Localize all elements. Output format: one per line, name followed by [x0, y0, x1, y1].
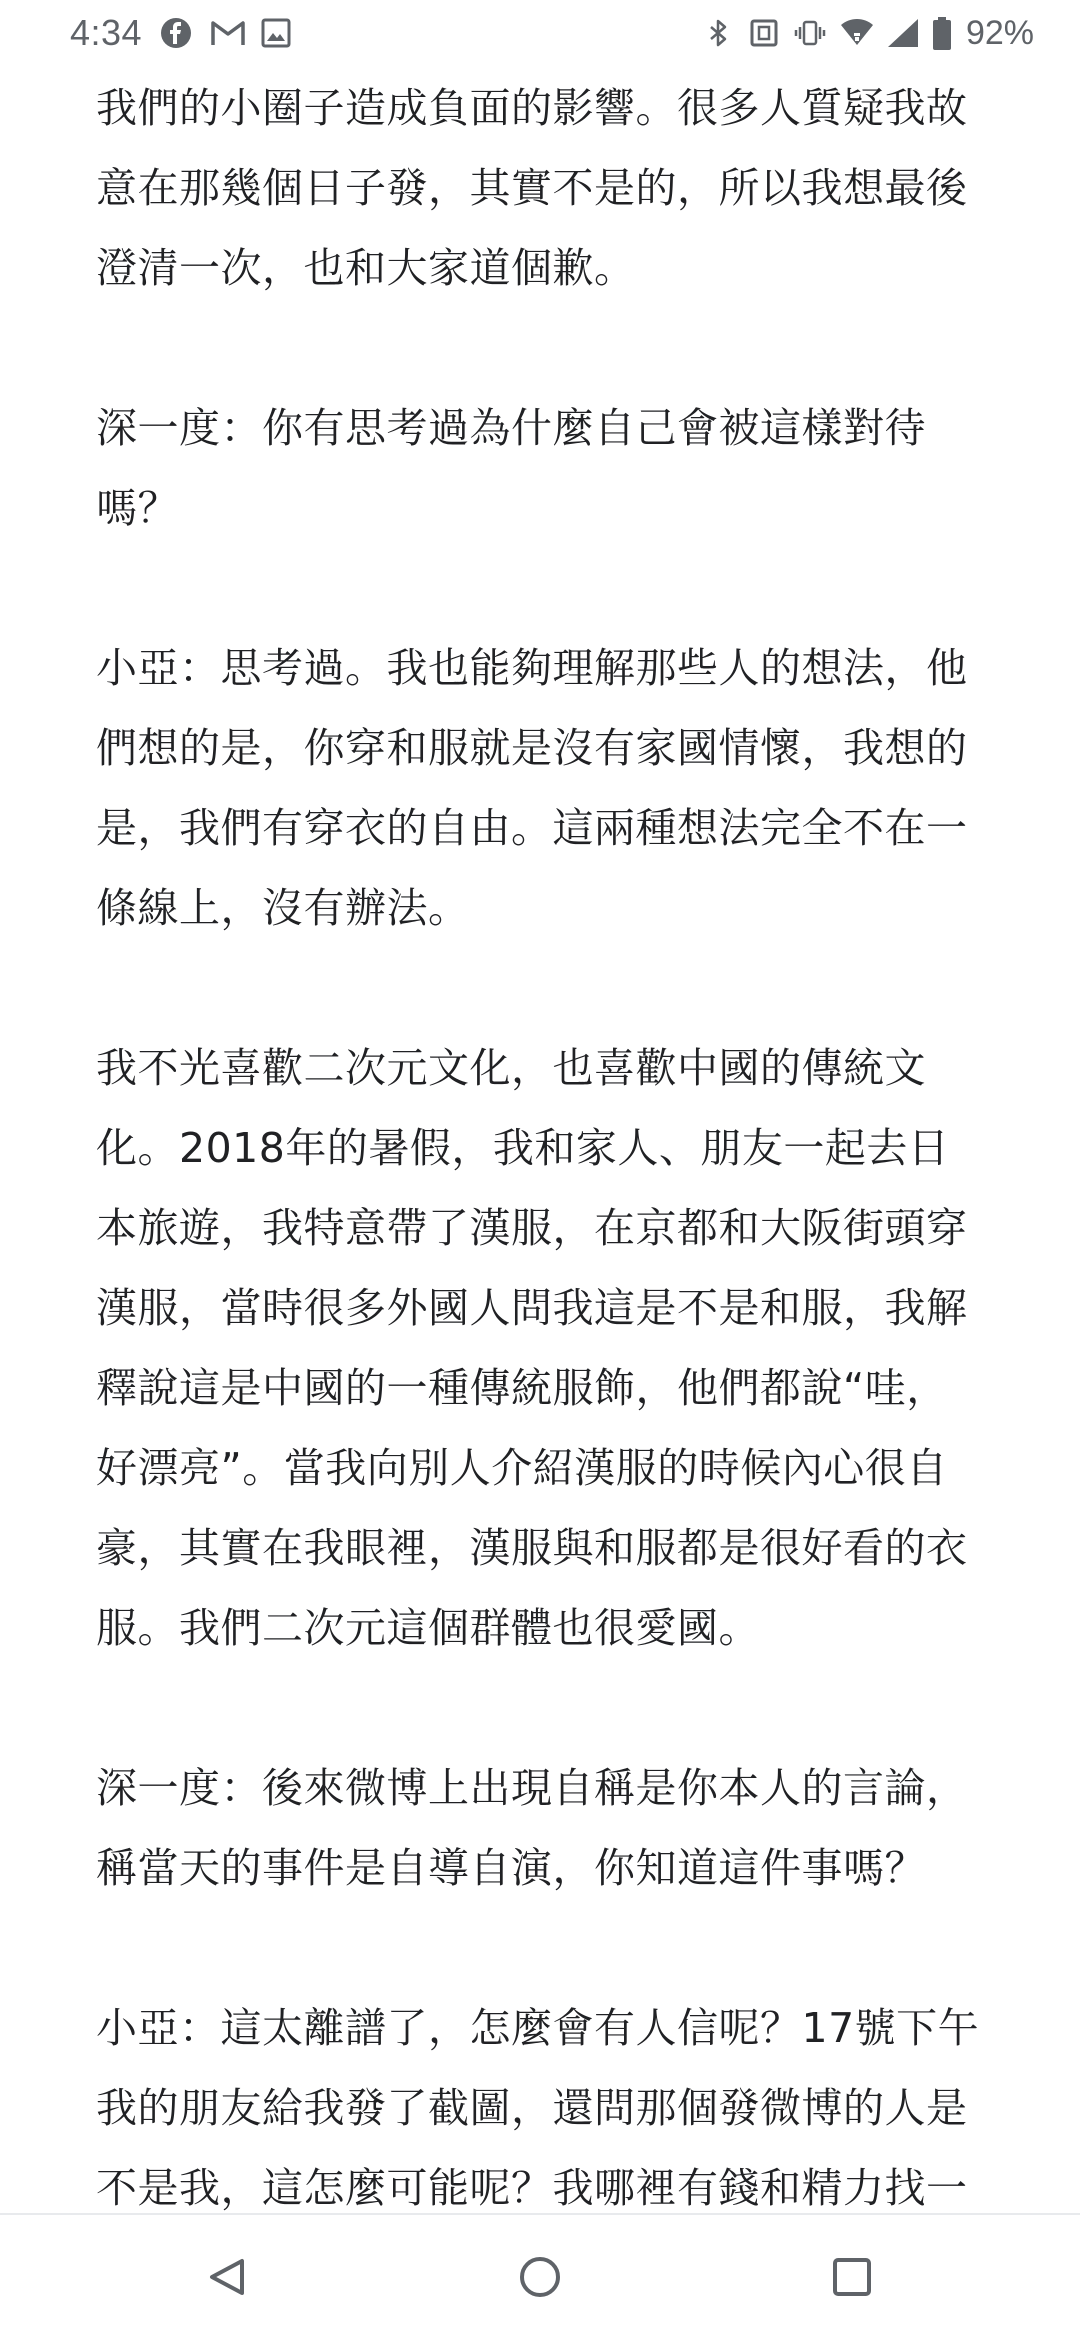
article-content[interactable]	[96, 68, 996, 2213]
bluetooth-icon	[702, 17, 734, 49]
gmail-icon	[210, 17, 242, 49]
facebook-icon	[160, 17, 192, 49]
cellular-signal-icon	[886, 17, 918, 49]
navigation-bar	[0, 2213, 1080, 2340]
status-time: 4:34	[70, 12, 143, 53]
article-paragraph: 小亞：思考過。我也能夠理解那些人的想法，他 們想的是，你穿和服就是沒有家國情懷，我想的 是，我們有穿衣的自由。這兩種想法完全不在一 條線上，沒有辦法。	[96, 644, 968, 932]
article-paragraph: 我不光喜歡二次元文化，也喜歡中國的傳統文 化。2018年的暑假，我和家人、朋友一起去日 本旅遊，我特意帶了漢服，在京都和大阪街頭穿 漢服，當時很多外國人問我這是不是和服，我解 釋說這是中國的一種傳統服飾，他們都說“哇， 好漂亮”。當我向別人介紹漢服的時候內心很自 豪，其實在我眼裡，漢服與和服都是很好看的衣 服。我們二次元這個群體也很愛國。	[96, 1044, 968, 1652]
back-icon	[206, 2255, 250, 2299]
status-right-group	[702, 8, 1034, 58]
article-paragraph: 深一度：後來微博上出現自稱是你本人的言論， 稱當天的事件是自導自演，你知道這件事嗎？	[96, 1764, 968, 1892]
home-button[interactable]	[508, 2245, 572, 2309]
back-button[interactable]	[196, 2245, 260, 2309]
battery-percent: 92%	[965, 13, 1034, 52]
home-icon	[517, 2254, 563, 2300]
battery-icon	[932, 17, 952, 49]
status-bar	[0, 0, 1080, 66]
article-paragraph: 深一度：你有思考過為什麼自己會被這樣對待 嗎？	[96, 404, 926, 532]
recents-icon	[831, 2256, 873, 2298]
recents-button[interactable]	[820, 2245, 884, 2309]
vibrate-icon	[794, 17, 826, 49]
wifi-icon	[840, 17, 872, 49]
article-paragraph: 我們的小圈子造成負面的影響。很多人質疑我故 意在那幾個日子發，其實不是的，所以我想最後 澄清一次，也和大家道個歉。	[96, 84, 968, 292]
nfc-icon	[748, 17, 780, 49]
status-left-group	[70, 8, 292, 58]
gallery-icon	[260, 17, 292, 49]
article-paragraph: 小亞：這太離譜了，怎麼會有人信呢？17號下午 我的朋友給我發了截圖，還問那個發微博的人是 不是我，這怎麼可能呢？我哪裡有錢和精力找一	[96, 2004, 980, 2212]
